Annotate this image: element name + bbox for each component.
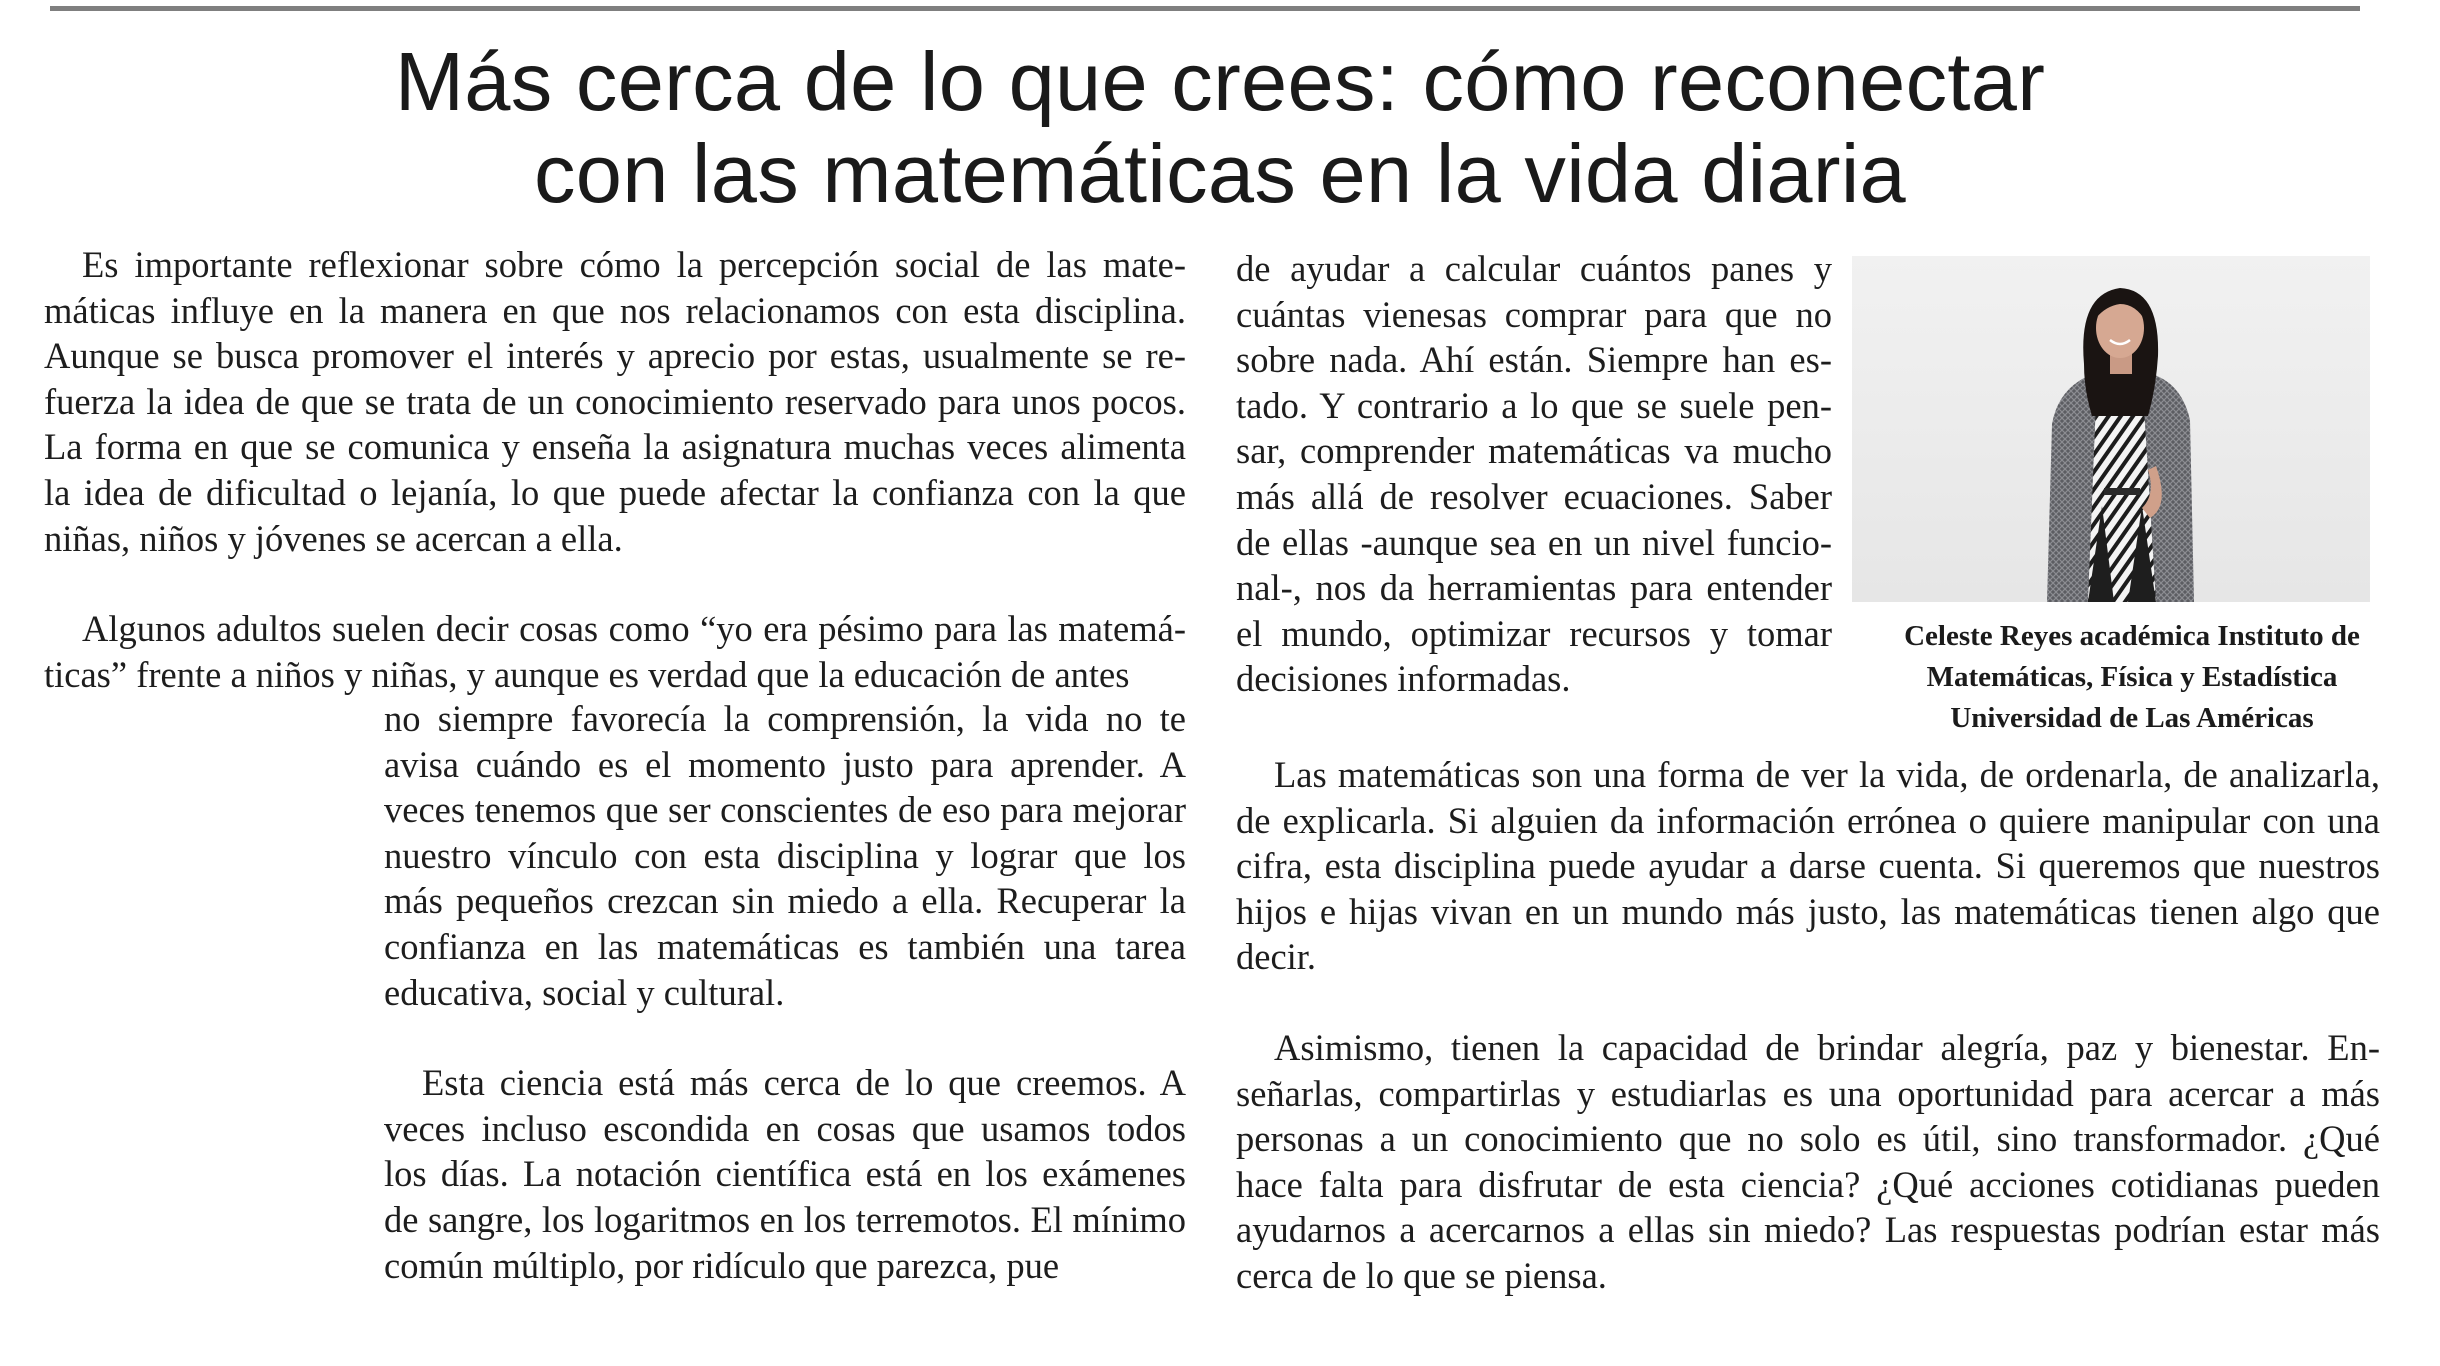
caption-line-3: Universidad de Las Américas	[1950, 702, 2314, 734]
top-rule	[50, 6, 2360, 11]
paragraph-2-start: Algunos adultos suelen decir cosas como “yo era pésimo para las matemáticas” frente a niños y niñas, y aunque es verdad que la educación de antes	[44, 608, 1186, 695]
column-left-top	[44, 242, 1186, 697]
column-right-bottom	[1236, 752, 2380, 1299]
paragraph-5: Asimismo, tienen la capacidad de brindar alegría, paz y bienestar. Enseñarlas, compartirlas y estudiarlas es una oportunidad para acercar a más personas a un conocimiento que no solo es útil, sino transformador. ¿Qué hace falta para disfrutar de esta ciencia? ¿Qué acciones cotidianas pueden ayudarnos a acercarnos a ellas sin miedo? Las respuestas podrían estar más cerca de lo que se piensa.	[1236, 1026, 2380, 1296]
caption-line-1: Celeste Reyes académica Instituto de	[1904, 620, 2360, 652]
portrait-illustration	[1852, 256, 2370, 602]
paragraph-3-start: Esta ciencia está más cerca de lo que creemos. A veces incluso escondida en cosas que usamos todos los días. La notación científica está en los exámenes de sangre, los logaritmos en los terremotos. El mínimo común múltiplo, por ridículo que parezca, pue	[384, 1062, 1186, 1286]
headline-line-2: con las matemáticas en la vida diaria	[533, 127, 1907, 220]
author-photo	[1852, 256, 2370, 602]
photo-caption	[1862, 616, 2402, 739]
paragraph-1: Es importante reflexionar sobre cómo la percepción social de las matemáticas influye en la manera en que nos relacionamos con esta disciplina. Aunque se busca promover el interés y aprecio por estas, usualmente se refuerza la idea de que se trata de un conocimiento reservado para unos pocos. La forma en que se comunica y enseña la asignatura muchas veces alimenta la idea de dificultad o lejanía, lo que puede afectar la confianza con la que niñas, niños y jóvenes se acercan a ella.	[44, 244, 1186, 559]
headline-line-1: Más cerca de lo que crees: cómo reconectar	[394, 35, 2046, 128]
caption-line-2: Matemáticas, Física y Estadística	[1926, 661, 2338, 693]
paragraph-2-continued: no siempre favorecía la comprensión, la vida no te avisa cuándo es el momento justo para aprender. A veces tenemos que ser conscientes de eso para mejorar nuestro vínculo con esta disciplina y lograr que los más pequeños crezcan sin miedo a ella. Recuperar la confianza en las matemáticas es también una tarea educativa, social y cultural.	[384, 698, 1186, 1013]
paragraph-3-continued: de ayudar a calcular cuántos panes y cuántas vienesas comprar para que no sobre nada. Ahí están. Siempre han estado. Y contrario a lo que se suele pensar, comprender matemáticas va mucho más allá de resolver ecuaciones. Saber de ellas -aunque sea en un nivel funcional-, nos da herramientas para entender el mundo, optimizar recursos y tomar decisiones informadas.	[1236, 248, 1832, 700]
headline	[0, 36, 2440, 220]
paragraph-4: Las matemáticas son una forma de ver la vida, de ordenarla, de analizarla, de explicarla. Si alguien da información errónea o quiere manipular con una cifra, esta disciplina puede ayudar a darse cuenta. Si queremos que nuestros hijos e hijas vivan en un mundo más justo, las matemáticas tienen algo que decir.	[1236, 754, 2380, 978]
column-right-top	[1236, 246, 1832, 702]
column-left-bottom	[384, 696, 1186, 1288]
